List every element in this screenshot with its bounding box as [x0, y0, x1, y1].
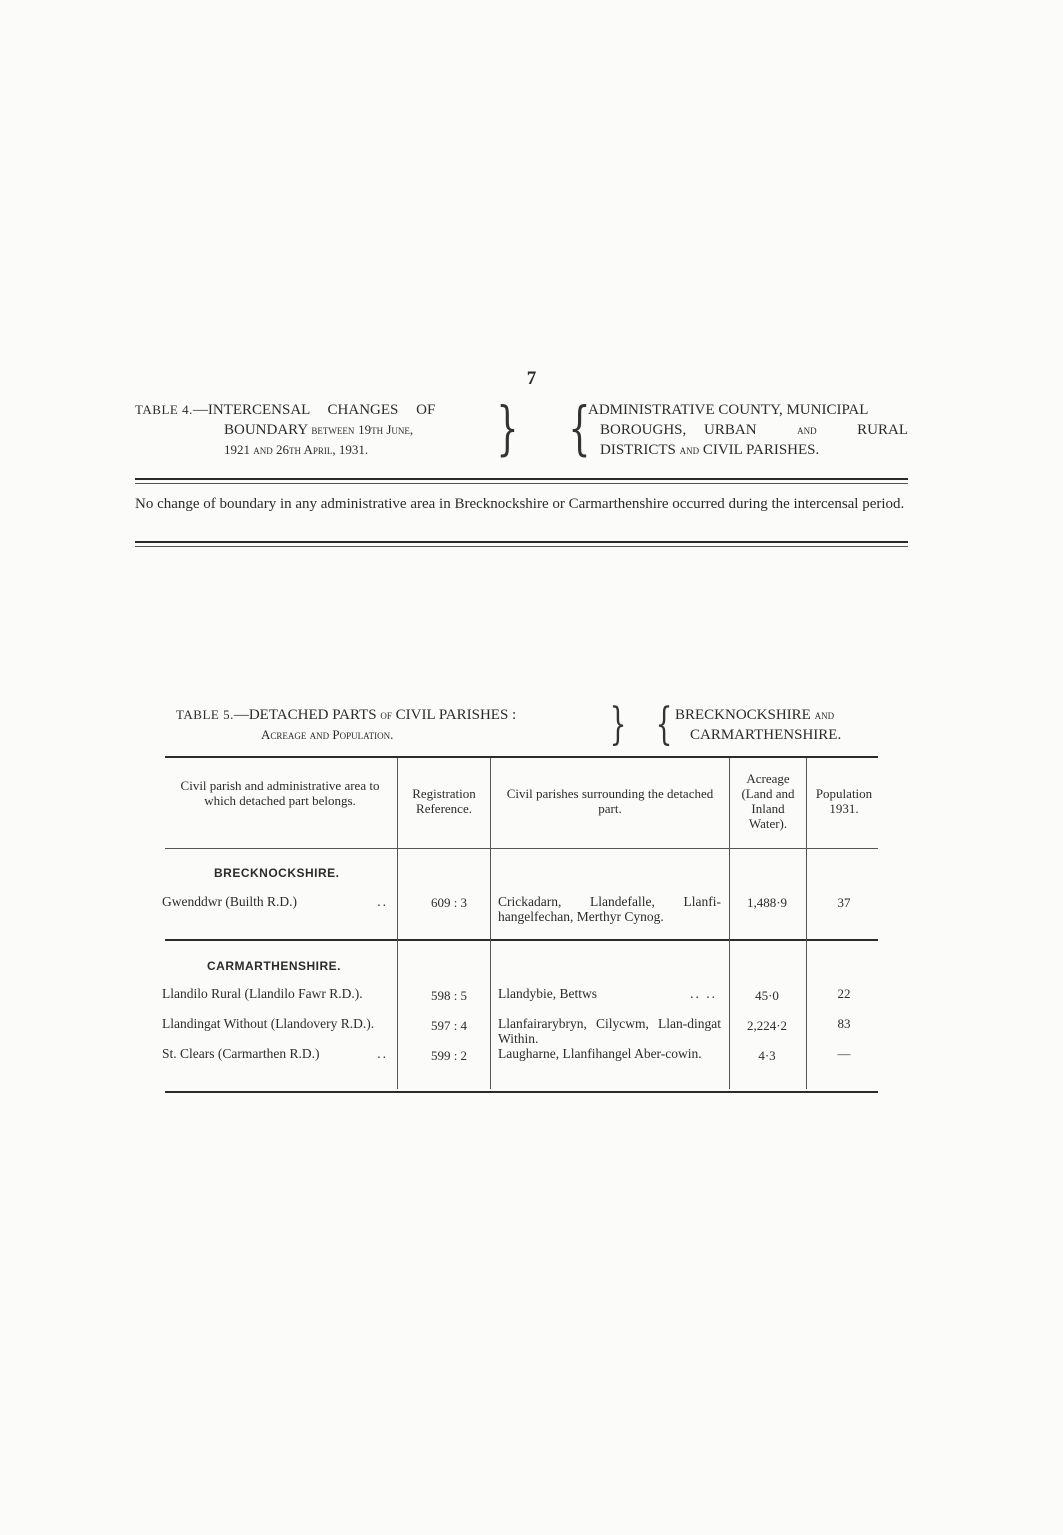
table4-bottom-rule [135, 541, 908, 547]
table5-header-rule [165, 848, 878, 849]
header-population: Population 1931. [815, 786, 873, 816]
population-value: 22 [837, 986, 851, 1001]
population-value: — [837, 1046, 851, 1061]
table4-scope-line1: ADMINISTRATIVE COUNTY, MUNICIPAL [588, 402, 869, 418]
table-row: Gwenddwr (Builth R.D.) .. [162, 894, 388, 909]
table4-title-line1: INTERCENSAL CHANGES OF [207, 402, 436, 418]
parish-name: Llandilo Rural (Llandilo Fawr R.D.). [162, 986, 363, 1001]
table5-scope: BRECKNOCKSHIRE and CARMARTHENSHIRE. [675, 707, 842, 743]
table4-note: No change of boundary in any administrative area in Brecknockshire or Carmarthenshire occurred during the intercensal period. [135, 496, 905, 512]
table5-section-rule [165, 939, 878, 941]
acreage-value: 4·3 [758, 1048, 776, 1063]
acreage-value: 2,224·2 [746, 1018, 788, 1033]
table5-top-rule [165, 756, 878, 758]
acreage-value: 1,488·9 [746, 895, 788, 910]
table-row: St. Clears (Carmarthen R.D.) .. [162, 1046, 388, 1061]
registration-reference: 597 : 4 [430, 1018, 468, 1033]
header-surrounding: Civil parishes surrounding the detached part. [506, 786, 714, 816]
parish-name: Gwenddwr (Builth R.D.) [162, 894, 297, 909]
acreage-value: 45·0 [755, 988, 779, 1003]
header-acreage: Acreage (Land and Inland Water). [741, 771, 795, 831]
left-brace-icon: { [568, 394, 591, 462]
population-value: 83 [837, 1016, 851, 1031]
header-reference: Registration Reference. [412, 786, 476, 816]
column-divider [729, 758, 730, 1089]
parish-name: St. Clears (Carmarthen R.D.) [162, 1046, 320, 1061]
population-value: 37 [837, 895, 851, 910]
table4-scope: ADMINISTRATIVE COUNTY, MUNICIPAL BOROUGHS, URBAN and RURAL DISTRICTS and CIVIL PARISHES. [588, 402, 908, 458]
column-divider [490, 758, 491, 1089]
parish-name: Llandingat Without (Llandovery R.D.). [162, 1016, 375, 1031]
table5-title-line2: Acreage and Population. [261, 727, 394, 742]
section-heading: BRECKNOCKSHIRE. [214, 866, 340, 880]
table5-title: TABLE 5.—DETACHED PARTS of CIVIL PARISHES : Acreage and Population. [176, 707, 517, 742]
surrounding-parishes: Llandybie, Bettws .. .. [498, 986, 717, 1001]
registration-reference: 599 : 2 [430, 1048, 468, 1063]
table4-title-line3: 1921 and 26th April, 1931. [224, 442, 369, 457]
right-brace-icon: } [496, 394, 519, 462]
left-brace-icon: { [655, 699, 673, 750]
table4-label: TABLE 4. [135, 402, 193, 417]
surrounding-parishes: Laugharne, Llanfihangel Aber-cowin. [498, 1046, 702, 1061]
surrounding-parishes: Llanfairarybryn, Cilycwm, Llan-dingat Within. [498, 1016, 721, 1046]
table4-title: TABLE 4.—INTERCENSAL CHANGES OF BOUNDARY between 19th June, 1921 and 26th April, 1931. [135, 402, 436, 457]
registration-reference: 598 : 5 [430, 988, 468, 1003]
table5-bottom-rule [165, 1091, 878, 1093]
section-heading: CARMARTHENSHIRE. [207, 959, 341, 973]
column-divider [397, 758, 398, 1089]
right-brace-icon: } [609, 699, 627, 750]
header-parish: Civil parish and administrative area to which detached part belongs. [180, 778, 380, 808]
table5-label: TABLE 5. [176, 707, 234, 722]
surrounding-parishes: Crickadarn, Llandefalle, Llanfi-hangelfechan, Merthyr Cynog. [498, 894, 721, 924]
table-row [162, 1016, 390, 1031]
table-row [162, 986, 390, 1001]
column-divider [806, 758, 807, 1089]
registration-reference: 609 : 3 [430, 895, 468, 910]
table4-top-rule [135, 478, 908, 484]
page-number: 7 [526, 368, 537, 389]
